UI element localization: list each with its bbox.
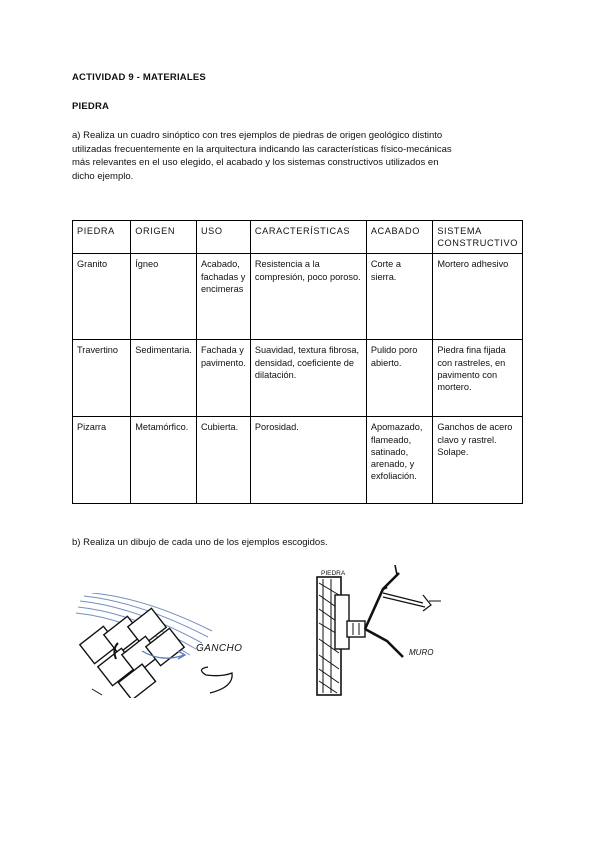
page-title: ACTIVIDAD 9 - MATERIALES — [72, 72, 206, 83]
cell-caracteristicas: Suavidad, textura fibrosa, densidad, coeficiente de dilatación. — [250, 340, 366, 417]
table-header-row — [73, 221, 523, 254]
label-piedra: PIEDRA — [321, 570, 346, 577]
label-muro: MURO — [409, 648, 434, 657]
cell-sistema: Piedra fina fijada con rastreles, en pavimento con mortero. — [433, 340, 523, 417]
cell-uso: Acabado, fachadas y encimeras — [196, 254, 250, 340]
cell-uso: Cubierta. — [196, 417, 250, 504]
question-a — [72, 129, 532, 183]
cell-uso: Fachada y pavimento. — [196, 340, 250, 417]
cell-piedra: Travertino — [73, 340, 131, 417]
cell-origen: Ígneo — [131, 254, 197, 340]
cell-acabado: Apomazado, flameado, satinado, arenado, y exfoliación. — [366, 417, 432, 504]
table-row — [73, 417, 523, 504]
slate-hook-sketch — [72, 593, 266, 698]
table-row — [73, 340, 523, 417]
question-b: b) Realiza un dibujo de cada uno de los ejemplos escogidos. — [72, 537, 328, 548]
cell-piedra: Granito — [73, 254, 131, 340]
cell-origen: Metamórfico. — [131, 417, 197, 504]
label-gancho: GANCHO — [196, 643, 243, 654]
wall-illustration — [317, 565, 441, 695]
materials-table — [72, 220, 523, 504]
header-caracteristicas: CARACTERÍSTICAS — [250, 221, 366, 254]
header-piedra: PIEDRA — [73, 221, 131, 254]
cell-caracteristicas: Porosidad. — [250, 417, 366, 504]
header-origen: ORIGEN — [131, 221, 197, 254]
question-a-line: a) Realiza un cuadro sinóptico con tres ejemplos de piedras de origen geológico distinto — [72, 130, 443, 141]
slate-tile-illustration — [76, 593, 212, 698]
header-sistema: SISTEMA CONSTRUCTIVO — [433, 221, 523, 254]
cell-sistema: Mortero adhesivo — [433, 254, 523, 340]
cell-caracteristicas: Resistencia a la compresión, poco poroso. — [250, 254, 366, 340]
cell-acabado: Pulido poro abierto. — [366, 340, 432, 417]
header-acabado: ACABADO — [366, 221, 432, 254]
cell-sistema: Ganchos de acero clavo y rastrel. Solape. — [433, 417, 523, 504]
question-a-line: más relevantes en el uso elegido, el acabado y los sistemas constructivos utilizados en — [72, 157, 439, 168]
section-title: PIEDRA — [72, 101, 110, 112]
travertine-anchor-sketch — [283, 565, 463, 698]
table-row — [73, 254, 523, 340]
header-uso: USO — [196, 221, 250, 254]
cell-origen: Sedimentaria. — [131, 340, 197, 417]
question-a-line: dicho ejemplo. — [72, 170, 134, 182]
hook-detail — [142, 651, 232, 693]
cell-acabado: Corte a sierra. — [366, 254, 432, 340]
cell-piedra: Pizarra — [73, 417, 131, 504]
question-a-line: utilizadas frecuentemente en la arquitectura indicando las características físico-mecánicas — [72, 143, 452, 155]
